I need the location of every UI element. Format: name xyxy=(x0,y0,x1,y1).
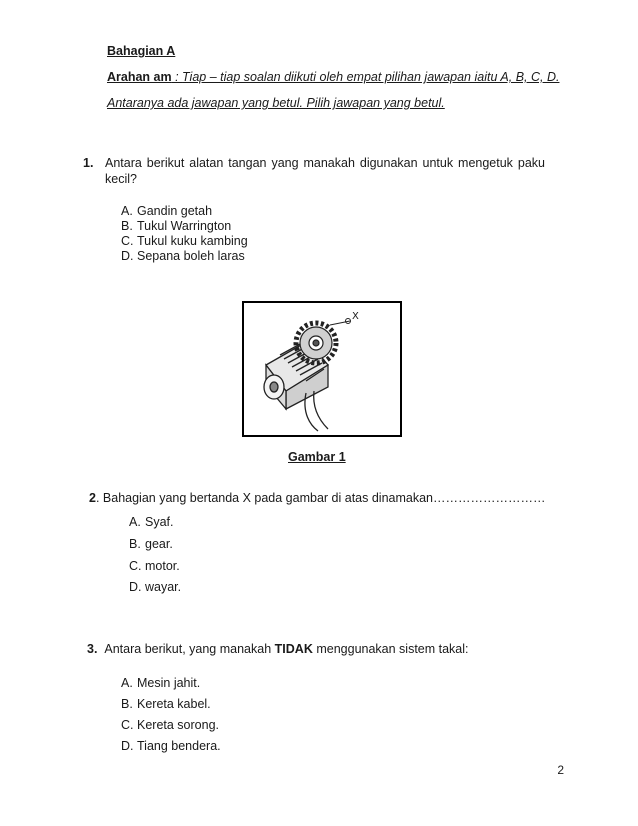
question-3-body-after: menggunakan sistem takal: xyxy=(316,642,469,656)
option-label: D. xyxy=(121,249,134,263)
question-3-option-a[interactable] xyxy=(121,676,200,690)
option-label: D. xyxy=(121,739,134,753)
instruction-line-2: Antaranya ada jawapan yang betul. Pilih jawapan yang betul. xyxy=(107,96,445,110)
option-text: Kereta kabel. xyxy=(137,697,211,711)
figure-frame xyxy=(242,301,402,437)
option-label: D. xyxy=(129,580,142,594)
option-label: C. xyxy=(121,234,134,248)
question-3-body-before: Antara berikut, yang manakah xyxy=(104,642,272,656)
option-text: Syaf. xyxy=(145,515,174,529)
section-title: Bahagian A xyxy=(107,44,176,58)
instruction-line-1: Arahan am : Tiap – tiap soalan diikuti oleh empat pilihan jawapan iaitu A, B, C, D. xyxy=(107,70,560,84)
figure-marker-x: X xyxy=(352,311,359,322)
option-label: A. xyxy=(129,515,141,529)
option-label: B. xyxy=(121,219,133,233)
question-3-emphasis: TIDAK xyxy=(274,642,313,656)
question-3-number: 3. xyxy=(87,642,98,656)
option-label: B. xyxy=(129,537,141,551)
option-text: Tukul Warrington xyxy=(137,219,232,233)
option-text: gear. xyxy=(145,537,173,551)
option-text: Mesin jahit. xyxy=(137,676,201,690)
question-3-option-c[interactable] xyxy=(121,718,219,732)
option-text: Sepana boleh laras xyxy=(137,249,245,263)
option-label: C. xyxy=(121,718,134,732)
question-2-option-a[interactable] xyxy=(129,515,174,529)
question-2-number: 2 xyxy=(89,491,96,505)
option-label: A. xyxy=(121,676,133,690)
question-1-option-b[interactable] xyxy=(121,219,231,233)
question-1-text-line-1: Antara berikut alatan tangan yang manakah digunakan untuk mengetuk paku xyxy=(105,156,545,170)
option-label: A. xyxy=(121,204,133,218)
question-1-option-a[interactable] xyxy=(121,204,212,218)
option-text: Tiang bendera. xyxy=(137,739,221,753)
instruction-text-1: Tiap – tiap soalan diikuti oleh empat pilihan jawapan iaitu A, B, C, D. xyxy=(182,70,560,84)
instruction-label: Arahan am xyxy=(107,70,172,84)
question-3-text xyxy=(87,642,469,656)
option-text: Tukul kuku kambing xyxy=(137,234,248,248)
option-text: Gandin getah xyxy=(137,204,213,218)
option-text: wayar. xyxy=(145,580,182,594)
option-text: Kereta sorong. xyxy=(137,718,219,732)
question-2-text xyxy=(89,491,546,505)
question-1-option-c[interactable] xyxy=(121,234,248,248)
option-label: B. xyxy=(121,697,133,711)
page-number: 2 xyxy=(557,763,564,777)
option-label: C. xyxy=(129,559,142,573)
question-2-body: . Bahagian yang bertanda X pada gambar di atas dinamakan……………………… xyxy=(95,491,546,505)
question-1-text-line-2: kecil? xyxy=(105,172,137,186)
question-2-option-c[interactable] xyxy=(129,559,180,573)
option-text: motor. xyxy=(145,559,180,573)
question-3-option-d[interactable] xyxy=(121,739,221,753)
figure-caption: Gambar 1 xyxy=(288,450,346,464)
question-2-option-b[interactable] xyxy=(129,537,173,551)
motor-gear-illustration xyxy=(244,303,400,435)
question-1-option-d[interactable] xyxy=(121,249,245,263)
question-3-option-b[interactable] xyxy=(121,697,211,711)
question-2-option-d[interactable] xyxy=(129,580,181,594)
question-1-number: 1. xyxy=(83,156,94,170)
